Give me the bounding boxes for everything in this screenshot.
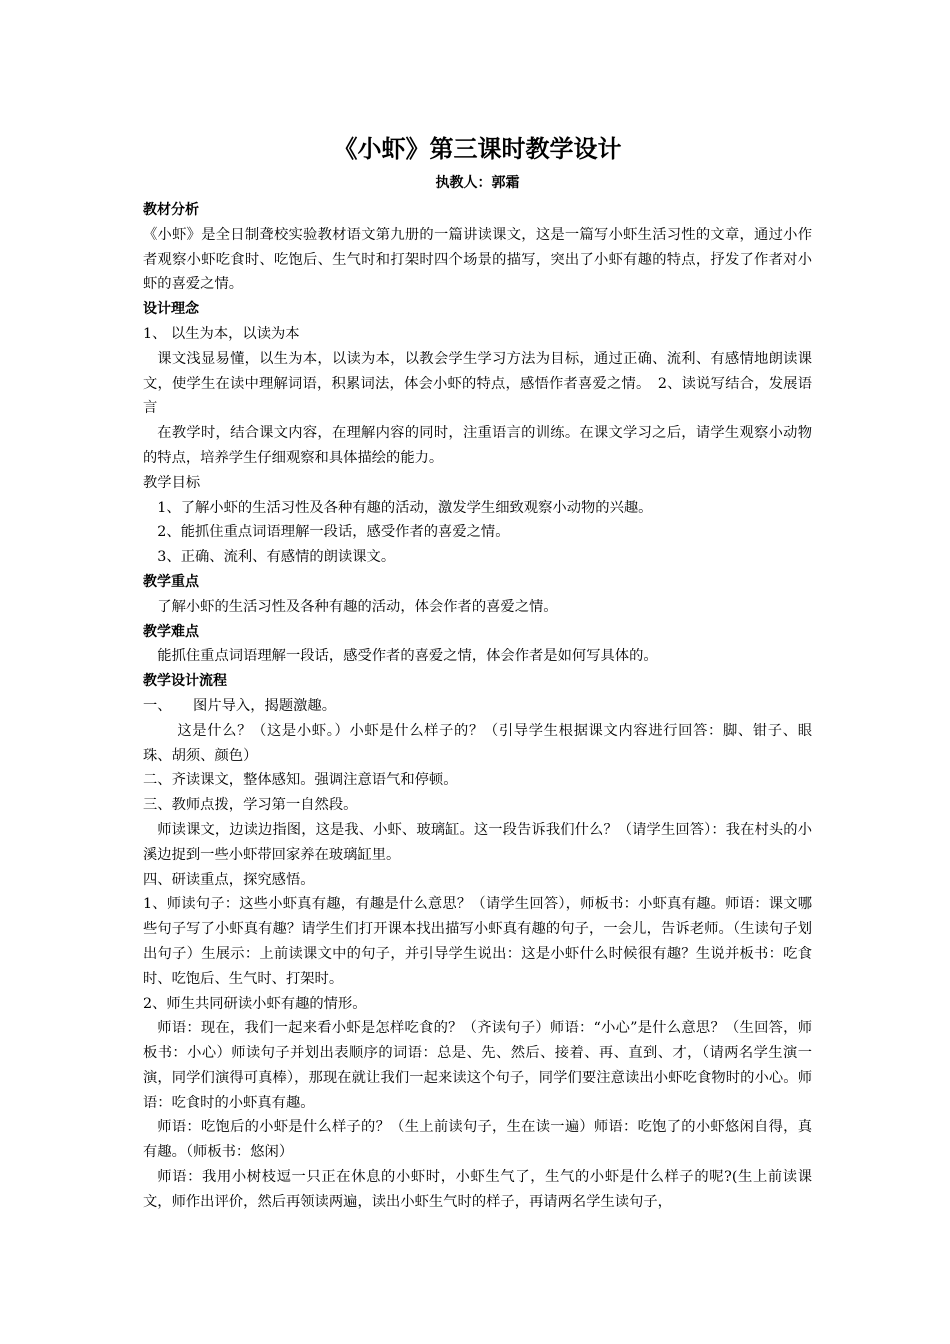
paragraph: 1、了解小虾的生活习性及各种有趣的活动，激发学生细致观察小动物的兴趣。 [157, 499, 653, 516]
paragraph: 能抓住重点词语理解一段话，感受作者的喜爱之情，体会作者是如何写具体的。 [157, 648, 658, 665]
paragraph: 2、能抓住重点词语理解一段话，感受作者的喜爱之情。 [157, 524, 510, 541]
paragraph: 四、研读重点，探究感悟。 [143, 871, 315, 888]
section-heading: 教学重点 [143, 573, 199, 590]
paragraph: 3、正确、流利、有感情的朗读课文。 [157, 549, 396, 566]
paragraph: 1、 以生为本，以读为本 [143, 325, 300, 342]
section-heading: 设计理念 [143, 301, 199, 318]
document-body [143, 198, 812, 1215]
paragraph: 三、教师点拨，学习第一自然段。 [143, 797, 358, 814]
paragraph: 这是什么？（这是小虾。）小虾是什么样子的？（引导学生根据课文内容进行回答：脚、钳子、眼珠、胡须、颜色） [143, 722, 812, 764]
paragraph: 一、 图片导入，揭题激趣。 [143, 697, 337, 714]
paragraph: 师语：吃饱后的小虾是什么样子的？（生上前读句子，生在读一遍）师语：吃饱了的小虾悠闲自得，真有趣。（师板书：悠闲） [143, 1119, 812, 1161]
paragraph: 在教学时，结合课文内容，在理解内容的同时，注重语言的训练。在课文学习之后，请学生观察小动物的特点，培养学生仔细观察和具体描绘的能力。 [143, 425, 812, 466]
paragraph: 师语：我用小树枝逗一只正在休息的小虾时，小虾生气了，生气的小虾是什么样子的呢?(生上前读课文，师作出评价，然后再领读两遍，读出小虾生气时的样子，再请两名学生读句子， [143, 1169, 812, 1210]
paragraph: 教学目标 [143, 474, 201, 491]
paragraph: 1、师读句子：这些小虾真有趣，有趣是什么意思？（请学生回答），师板书：小虾真有趣。师语：课文哪些句子写了小虾真有趣？请学生们打开课本找出描写小虾真有趣的句子，一会儿，告诉老师。（生读句子划出句子）生展示：上前读课文中的句子，并引导学生说出：这是小虾什么时候很有趣？生说并板书：吃食时、吃饱后、生气时、打架时。 [143, 896, 812, 987]
section-heading: 教材分析 [143, 202, 199, 218]
document-author: 执教人：郭霜 [435, 175, 520, 191]
paragraph: 师读课文，边读边指图，这是我、小虾、玻璃缸。这一段告诉我们什么？（请学生回答）：我在村头的小溪边捉到一些小虾带回家养在玻璃缸里。 [143, 821, 812, 863]
section-heading: 教学难点 [143, 623, 199, 640]
section-heading: 教学设计流程 [143, 673, 227, 690]
paragraph: 二、齐读课文，整体感知。强调注意语气和停顿。 [143, 772, 458, 789]
paragraph: 《小虾》是全日制聋校实验教材语文第九册的一篇讲读课文，这是一篇写小虾生活习性的文章，通过小作者观察小虾吃食时、吃饱后、生气时和打架时四个场景的描写，突出了小虾有趣的特点，抒发了作者对小虾的喜爱之情。 [143, 226, 812, 293]
paragraph: 了解小虾的生活习性及各种有趣的活动，体会作者的喜爱之情。 [157, 598, 558, 615]
paragraph: 师语：现在，我们一起来看小虾是怎样吃食的？（齐读句子）师语：“小心”是什么意思？（生回答，师板书：小心）师读句子并划出表顺序的词语：总是、先、然后、接着、再、直到、才，（请两名学生演一演，同学们演得可真棒），那现在就让我们一起来读这个句子，同学们要注意读出小虾吃食物时的小心。师语：吃食时的小虾真有趣。 [143, 1020, 812, 1111]
paragraph: 2、师生共同研读小虾有趣的情形。 [143, 995, 367, 1012]
document-title: 《小虾》第三课时教学设计 [333, 135, 622, 163]
paragraph: 课文浅显易懂，以生为本，以读为本，以教会学生学习方法为目标，通过正确、流利、有感情地朗读课文，使学生在读中理解词语，积累词法，体会小虾的特点，感悟作者喜爱之情。 2、读说写结合，发展语言 [143, 350, 812, 417]
